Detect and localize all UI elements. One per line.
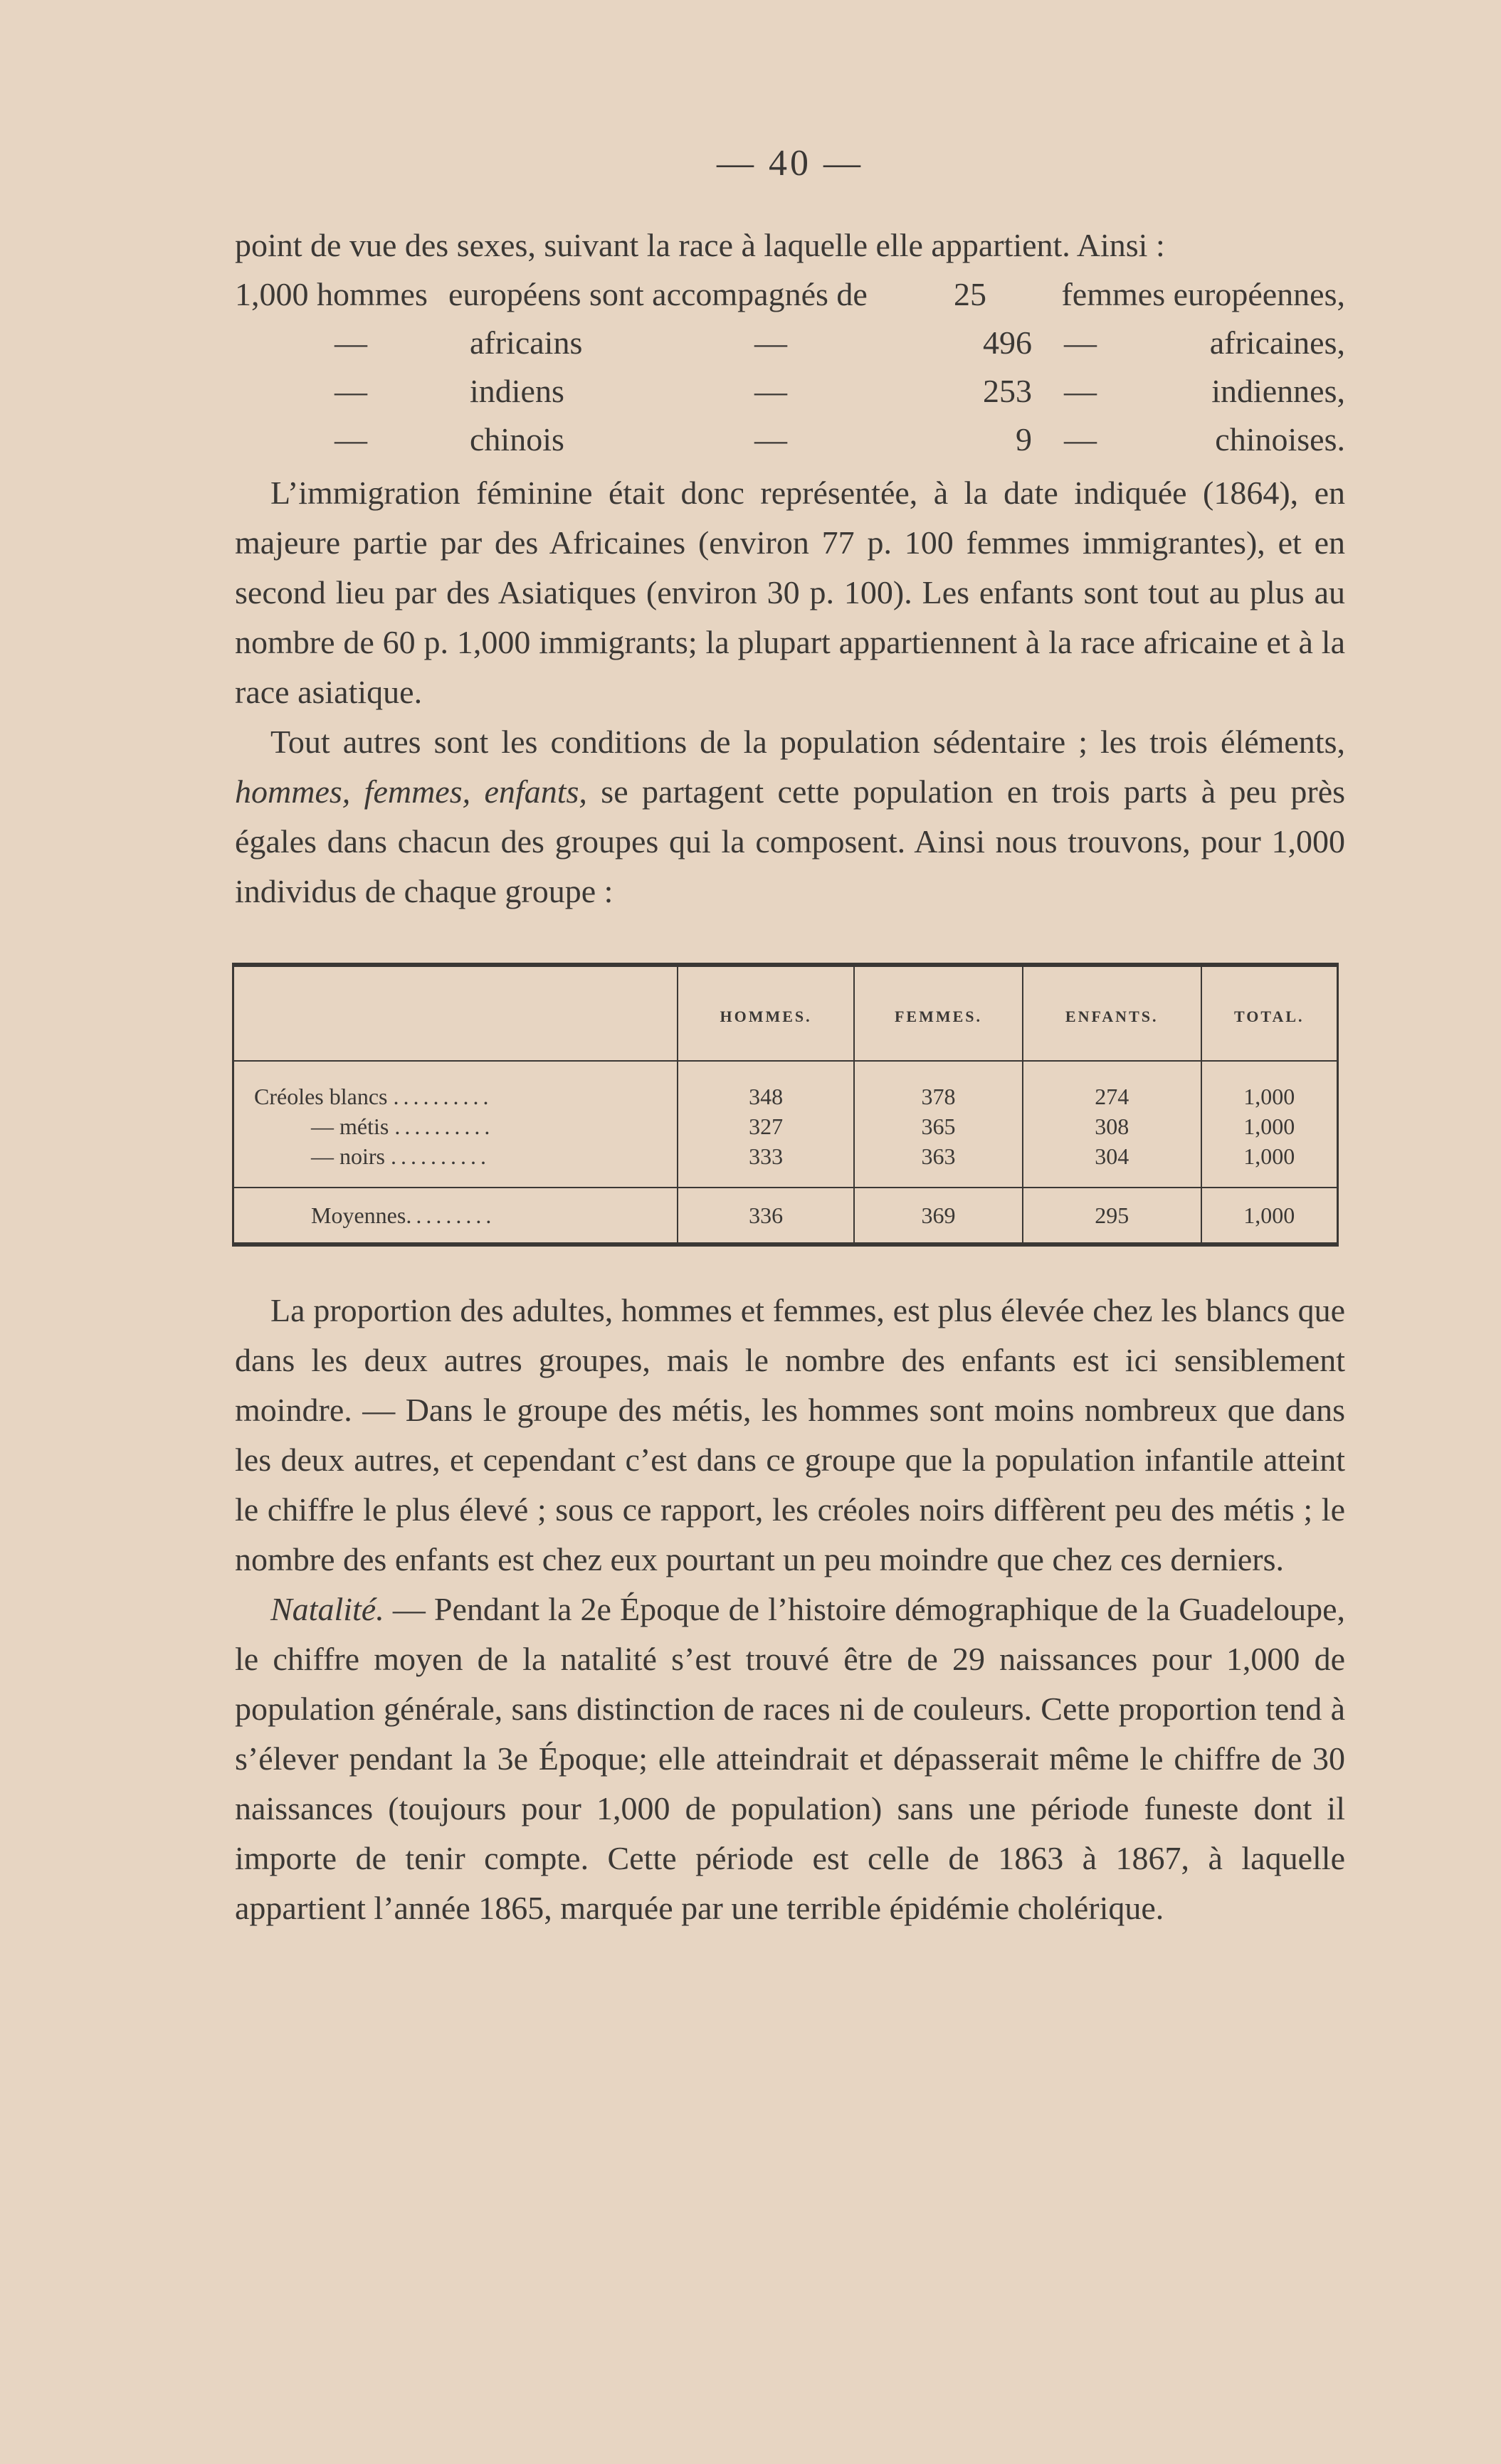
table-header: HOMMES.	[678, 965, 854, 1061]
population-table	[232, 963, 1339, 1247]
ratio-row	[235, 416, 1345, 464]
table-row	[233, 1111, 1338, 1141]
paragraph-natality	[235, 1585, 1345, 1933]
ratio-feminine: chinoises.	[1215, 421, 1345, 458]
table-header: TOTAL.	[1201, 965, 1338, 1061]
table-row	[233, 1061, 1338, 1111]
paragraph-text: Tout autres sont les conditions de la population sédentaire ; les trois éléments,	[270, 724, 1345, 760]
table-header: ENFANTS.	[1023, 965, 1201, 1061]
paragraph-adults: La proportion des adultes, hommes et femmes, est plus élevée chez les blancs que dans les deux autres groupes, mais le nombre des enfants est ici sensiblement moindre. — Dans le groupe des métis, les hommes sont moins nombreux que dans les deux autres, et cependant c’est dans ce groupe que la population infantile atteint le chiffre le plus élevé ; sous ce rapport, les créoles noirs diffèrent peu des métis ; le nombre des enfants est chez eux pourtant un peu moindre que chez ces derniers.	[235, 1292, 1345, 1577]
table-cell: 1,000	[1201, 1188, 1338, 1244]
row-label: Créoles blancs ..........	[254, 1084, 493, 1109]
ratio-group: africains	[470, 324, 583, 361]
row-label: Moyennes.........	[233, 1188, 678, 1244]
ratio-prefix: 1,000 hommes	[235, 276, 428, 312]
row-label: — métis ..........	[311, 1114, 495, 1139]
ratio-row	[235, 319, 1345, 367]
ratio-row	[235, 270, 1345, 319]
table-header-row	[233, 965, 1338, 1061]
section-heading-natalite: Natalité.	[270, 1591, 384, 1627]
table-cell: 336	[678, 1188, 854, 1244]
ratio-dash: —	[1064, 324, 1097, 361]
ratio-prefix: —	[335, 373, 367, 409]
row-label: — noirs ..........	[311, 1143, 490, 1169]
table-cell: 304	[1023, 1141, 1201, 1188]
table-cell: 295	[1023, 1188, 1201, 1244]
document-page	[235, 142, 1345, 1933]
ratio-row	[235, 367, 1345, 416]
paragraph-sedentary	[235, 717, 1345, 916]
ratio-count: 9	[1016, 421, 1032, 458]
ratio-count: 496	[983, 324, 1032, 361]
table-cell: 327	[678, 1111, 854, 1141]
table-cell: 1,000	[1201, 1141, 1338, 1188]
ratio-feminine: indiennes,	[1211, 373, 1345, 409]
table-cell: 378	[854, 1061, 1023, 1111]
paragraph-text: se partagent cette population en trois parts à peu près égales dans chacun des groupes qui la composent. Ainsi nous trouvons, pour 1,000 individus de chaque groupe :	[235, 773, 1346, 909]
ratio-prefix: —	[335, 324, 367, 361]
table-header: FEMMES.	[854, 965, 1023, 1061]
ratio-count: 25	[954, 276, 986, 312]
paragraph-italic: hommes, femmes, enfants,	[235, 773, 587, 810]
ratio-dash: —	[754, 324, 787, 361]
ratio-dash: —	[1064, 421, 1097, 458]
ratio-group: chinois	[470, 421, 564, 458]
ratio-group: européens sont accompagnés de	[448, 276, 868, 312]
page-number: — 40 —	[717, 143, 863, 184]
table-cell: 348	[678, 1061, 854, 1111]
table-cell: 308	[1023, 1111, 1201, 1141]
ratio-prefix: —	[335, 421, 367, 458]
sex-ratio-list	[235, 270, 1345, 464]
ratio-group: indiens	[470, 373, 564, 409]
table-cell: 274	[1023, 1061, 1201, 1111]
table-average-row	[233, 1188, 1338, 1244]
ratio-dash: —	[754, 373, 787, 409]
ratio-count: 253	[983, 373, 1032, 409]
table-cell: 1,000	[1201, 1061, 1338, 1111]
table-cell: 333	[678, 1141, 854, 1188]
paragraph-text: — Pendant la 2e Époque de l’histoire démographique de la Guadeloupe, le chiffre moyen de la natalité s’est trouvé être de 29 naissances pour 1,000 de population générale, sans distinction de races ni de couleurs. Cette proportion tend à s’élever pendant la 3e Époque; elle atteindrait et dépasserait même le chiffre de 30 naissances (toujours pour 1,000 de population) sans une période funeste dont il importe de tenir compte. Cette période est celle de 1863 à 1867, à laquelle appartient l’année 1865, marquée par une terrible épidémie cholérique.	[235, 1591, 1345, 1926]
table-cell: 369	[854, 1188, 1023, 1244]
table-cell: 363	[854, 1141, 1023, 1188]
ratio-dash: —	[1064, 373, 1097, 409]
table-cell: 1,000	[1201, 1111, 1338, 1141]
ratio-feminine: femmes européennes,	[1061, 276, 1345, 312]
paragraph-immigration: L’immigration féminine était donc représentée, à la date indiquée (1864), en majeure partie par des Africaines (environ 77 p. 100 femmes immigrantes), et en second lieu par des Asiatiques (environ 30 p. 100). Les enfants sont tout au plus au nombre de 60 p. 1,000 immigrants; la plupart appartiennent à la race africaine et à la race asiatique.	[235, 475, 1345, 710]
table-cell: 365	[854, 1111, 1023, 1141]
table-header-blank	[233, 965, 678, 1061]
ratio-feminine: africaines,	[1209, 324, 1345, 361]
intro-line: point de vue des sexes, suivant la race à laquelle elle appartient. Ainsi :	[235, 227, 1165, 263]
table-row	[233, 1141, 1338, 1188]
ratio-dash: —	[754, 421, 787, 458]
